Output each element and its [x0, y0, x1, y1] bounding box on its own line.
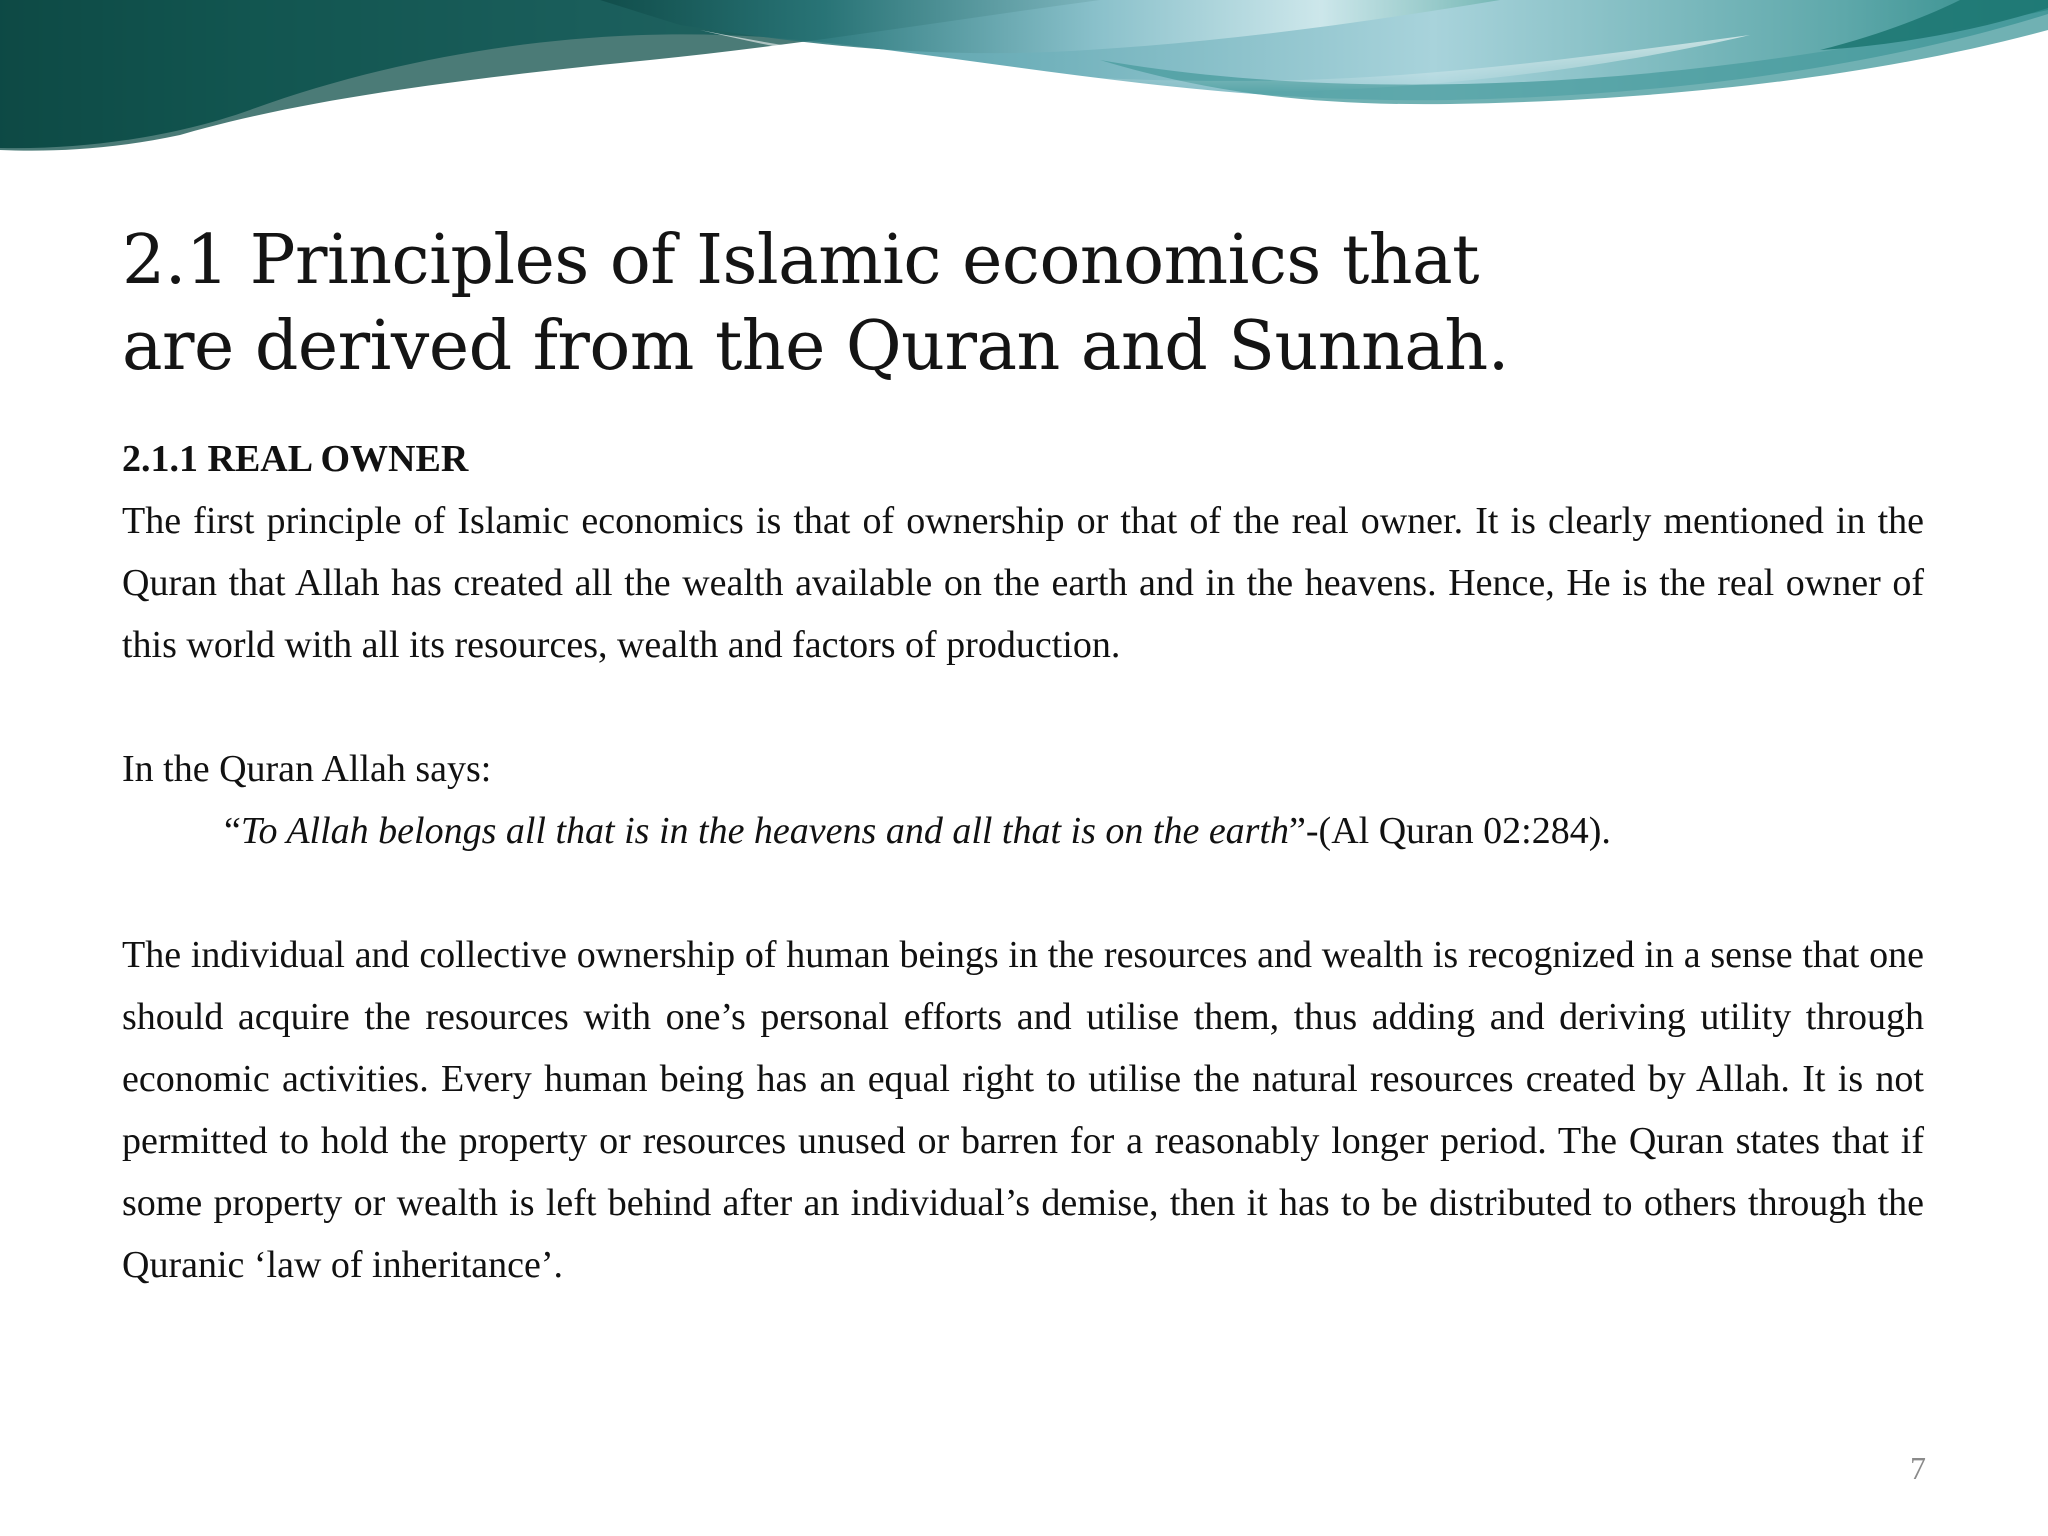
quote-citation: -(Al Quran 02:284). [1305, 810, 1611, 852]
quote-open-mark: “ [224, 810, 241, 852]
slide-body [122, 428, 1924, 1296]
paragraph-ownership: The individual and collective ownership of human beings in the resources and wealth is recognized in a sense that one should acquire the resources with one’s personal efforts and utilise them, thus adding and deriving utility through economic activities. Every human being has an equal right to utilise the natural resources created by Allah. It is not permitted to hold the property or resources unused or barren for a reasonably longer period. The Quran states that if some property or wealth is left behind after an individual’s demise, then it has to be distributed to others through the Quranic ‘law of inheritance’. [122, 934, 1924, 1286]
page-number: 7 [1910, 1450, 1926, 1486]
spacer [122, 676, 1924, 738]
quran-quote [122, 800, 1924, 862]
title-line-2: are derived from the Quran and Sunnah. [122, 307, 1509, 386]
title-line-1: 2.1 Principles of Islamic economics that [122, 221, 1479, 300]
quote-close-mark: ” [1289, 810, 1306, 852]
slide-title [122, 218, 1622, 390]
quote-text: To Allah belongs all that is in the heavens and all that is on the earth [240, 810, 1290, 852]
section-subheading: 2.1.1 REAL OWNER [122, 438, 469, 480]
decorative-wave-banner [0, 0, 2048, 160]
paragraph-real-owner: The first principle of Islamic economics is that of ownership or that of the real owner. It is clearly mentioned in the Quran that Allah has created all the wealth available on the earth and in the heavens. Hence, He is the real owner of this world with all its resources, wealth and factors of production. [122, 500, 1924, 666]
spacer [122, 862, 1924, 924]
quote-intro: In the Quran Allah says: [122, 748, 492, 790]
